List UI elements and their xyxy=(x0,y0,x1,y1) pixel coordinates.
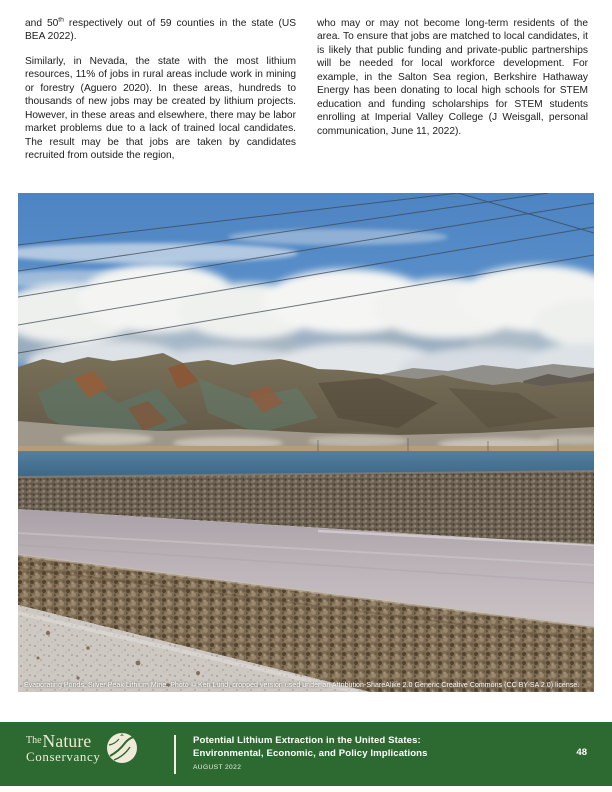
photo-caption: Evaporating Ponds, Silver Peak Lithium Mine. Photo © Ken Lund, cropped version used under an Attribution-ShareAlike 2.0 Generic Creative Commons (CC BY-SA 2.0) license. xyxy=(24,682,580,689)
paragraph-nevada: Similarly, in Nevada, the state with the most lithium resources, 11% of jobs in rural areas include work in mining or forestry (Aguero 2020). In these areas, hundreds to thousands of new jobs may be created by lithium projects. However, in these areas and elsewhere, there may be labor market problems due to a lack of trained local candidates. The result may be that jobs are taken by candidates recruited from outside the region, xyxy=(25,55,296,162)
logo-wordmark xyxy=(26,733,100,763)
paragraph-workforce: who may or may not become long-term residents of the area. To ensure that jobs are matched to local candidates, it is likely that public funding and private-public partnerships will be needed for local workforce development. For example, in the Salton Sea region, Berkshire Hathaway Energy has been donating to local high schools for STEM education and funding scholarships for STEM students enrolling at Imperial Valley College (J Weisgall, personal communication, June 11, 2022). xyxy=(317,18,588,137)
logo-conservancy: Conservancy xyxy=(26,749,101,764)
left-text-column xyxy=(25,17,296,174)
report-title-line2: Environmental, Economic, and Policy Implications xyxy=(193,747,428,759)
photo-illustration xyxy=(18,193,594,692)
report-title-line1: Potential Lithium Extraction in the United States: xyxy=(193,735,421,746)
report-title xyxy=(193,735,428,771)
footer-divider xyxy=(174,735,176,774)
page-footer xyxy=(0,722,612,786)
globe-leaf-icon xyxy=(105,731,139,765)
page-number: 48 xyxy=(576,747,587,758)
logo-nature: Nature xyxy=(42,731,92,751)
ordinal-superscript: th xyxy=(58,16,64,24)
right-text-column xyxy=(317,17,588,149)
paragraph-text: respectively out of 59 counties in the state (US BEA 2022). xyxy=(25,18,296,43)
logo-the: The xyxy=(26,735,42,746)
paragraph-text: and 50 xyxy=(25,18,59,29)
nature-conservancy-logo xyxy=(26,731,139,765)
paragraph-counties xyxy=(25,17,296,44)
lithium-mine-photo xyxy=(18,193,594,692)
report-date: AUGUST 2022 xyxy=(193,764,242,772)
